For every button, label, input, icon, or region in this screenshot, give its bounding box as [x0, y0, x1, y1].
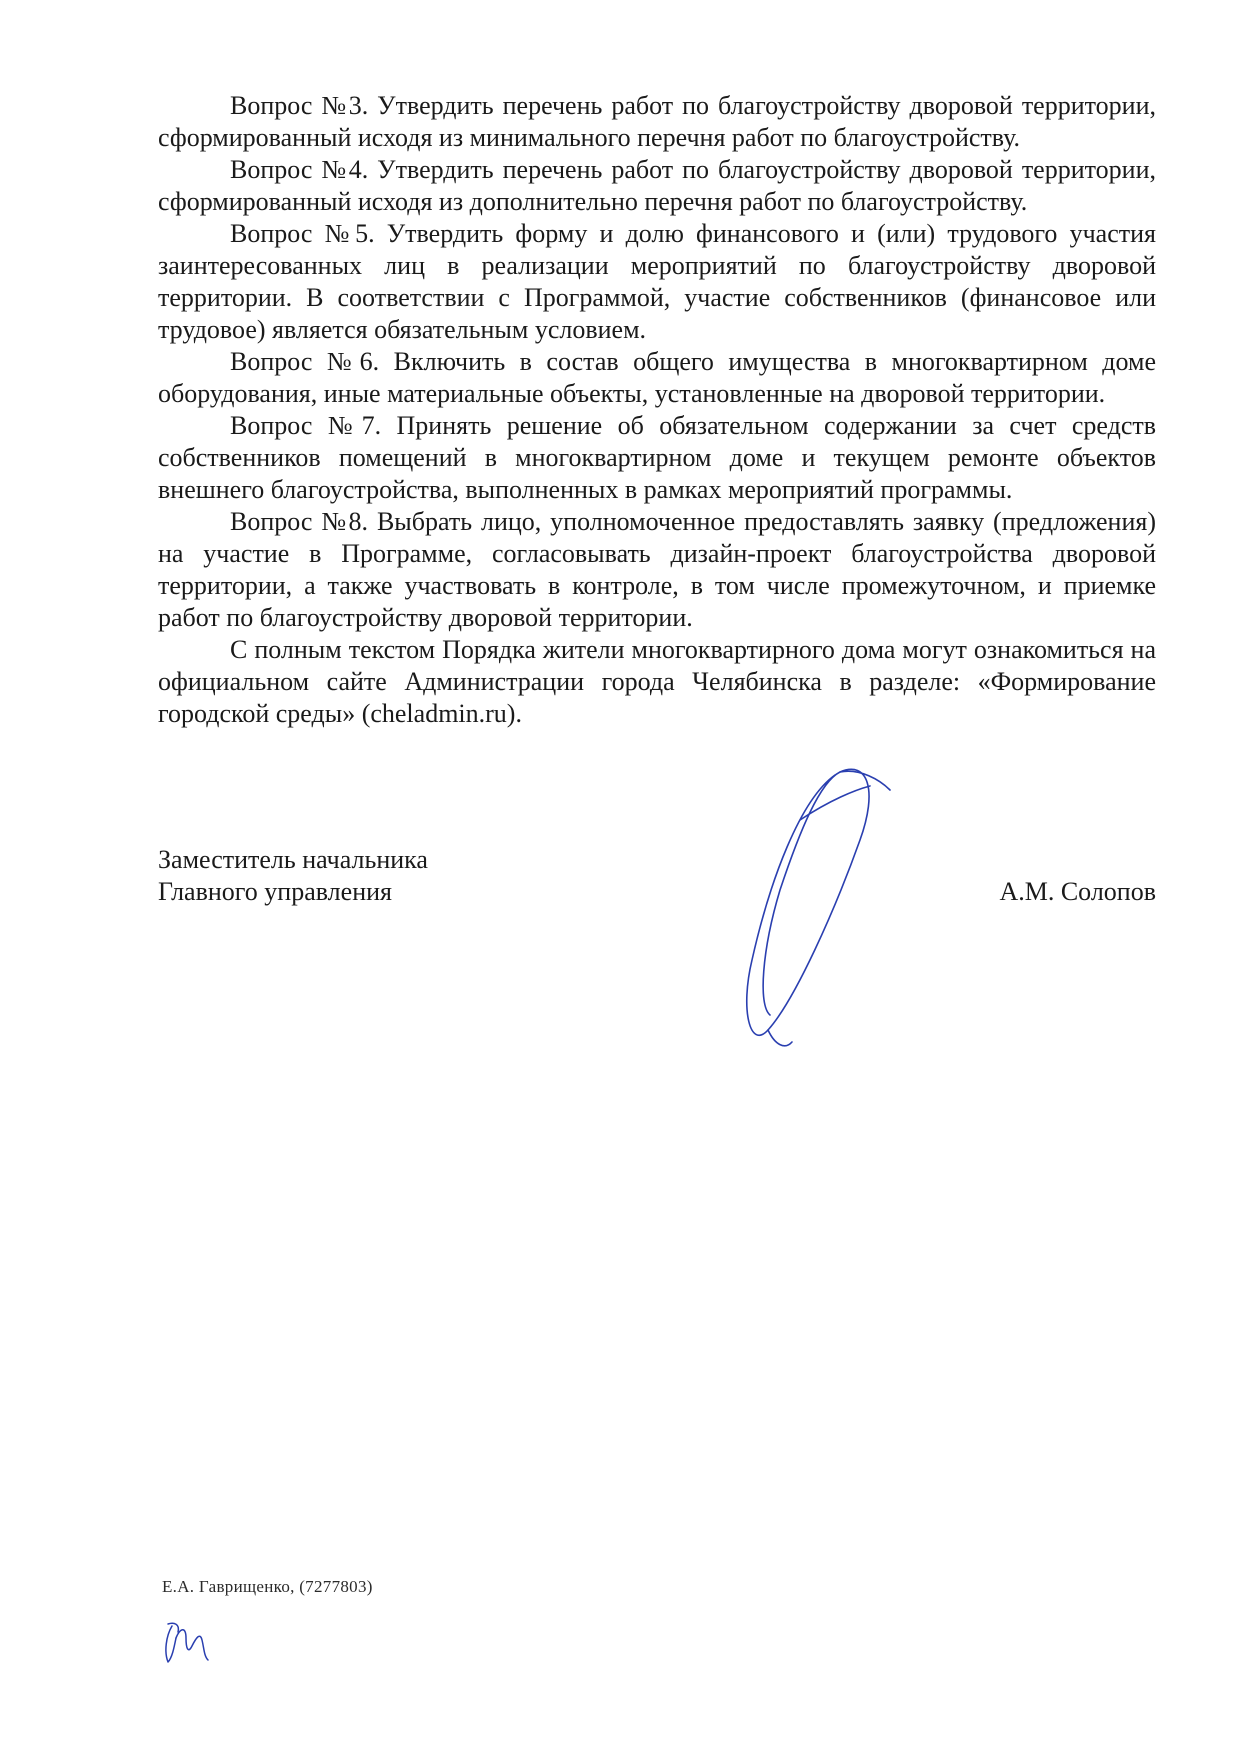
- paragraph-question-3: Вопрос №3. Утвердить перечень работ по благоустройству дворовой территории, сформированный исходя из минимального перечня работ по благоустройству.: [158, 91, 1156, 152]
- paragraph-question-7: Вопрос №7. Принять решение об обязательном содержании за счет средств собственников помещений в многоквартирном доме и текущем ремонте объектов внешнего благоустройства, выполненных в рамках мероприятий программы.: [158, 411, 1156, 504]
- paragraph-question-4: Вопрос №4. Утвердить перечень работ по благоустройству дворовой территории, сформированный исходя из дополнительно перечня работ по благоустройству.: [158, 155, 1156, 216]
- signature-block: [158, 844, 1156, 924]
- handwritten-initials: [158, 1618, 218, 1668]
- paragraph-question-6: Вопрос №6. Включить в состав общего имущества в многоквартирном доме оборудования, иные материальные объекты, установленные на дворовой территории.: [158, 347, 1156, 408]
- document-body: [158, 90, 1156, 730]
- paragraph-question-8: Вопрос №8. Выбрать лицо, уполномоченное предоставлять заявку (предложения) на участие в Программе, согласовывать дизайн-проект благоустройства дворовой территории, а также участвовать в контроле, в том числе промежуточном, и приемке работ по благоустройству дворовой территории.: [158, 507, 1156, 632]
- signer-name: А.М. Солопов: [999, 877, 1156, 906]
- signer-position-line-1: Заместитель начальника: [158, 845, 428, 874]
- paragraph-question-5: Вопрос №5. Утвердить форму и долю финансового и (или) трудового участия заинтересованных лиц в реализации мероприятий по благоустройству дворовой территории. В соответствии с Программой, участие собственников (финансовое или трудовое) является обязательным условием.: [158, 219, 1156, 344]
- executor-info: Е.А. Гаврищенко, (7277803): [162, 1577, 373, 1596]
- paragraph-full-text-info: С полным текстом Порядка жители многоквартирного дома могут ознакомиться на официальном сайте Администрации города Челябинска в разделе: «Формирование городской среды» (cheladmin.ru).: [158, 635, 1156, 728]
- signer-position-line-2: Главного управления: [158, 877, 392, 906]
